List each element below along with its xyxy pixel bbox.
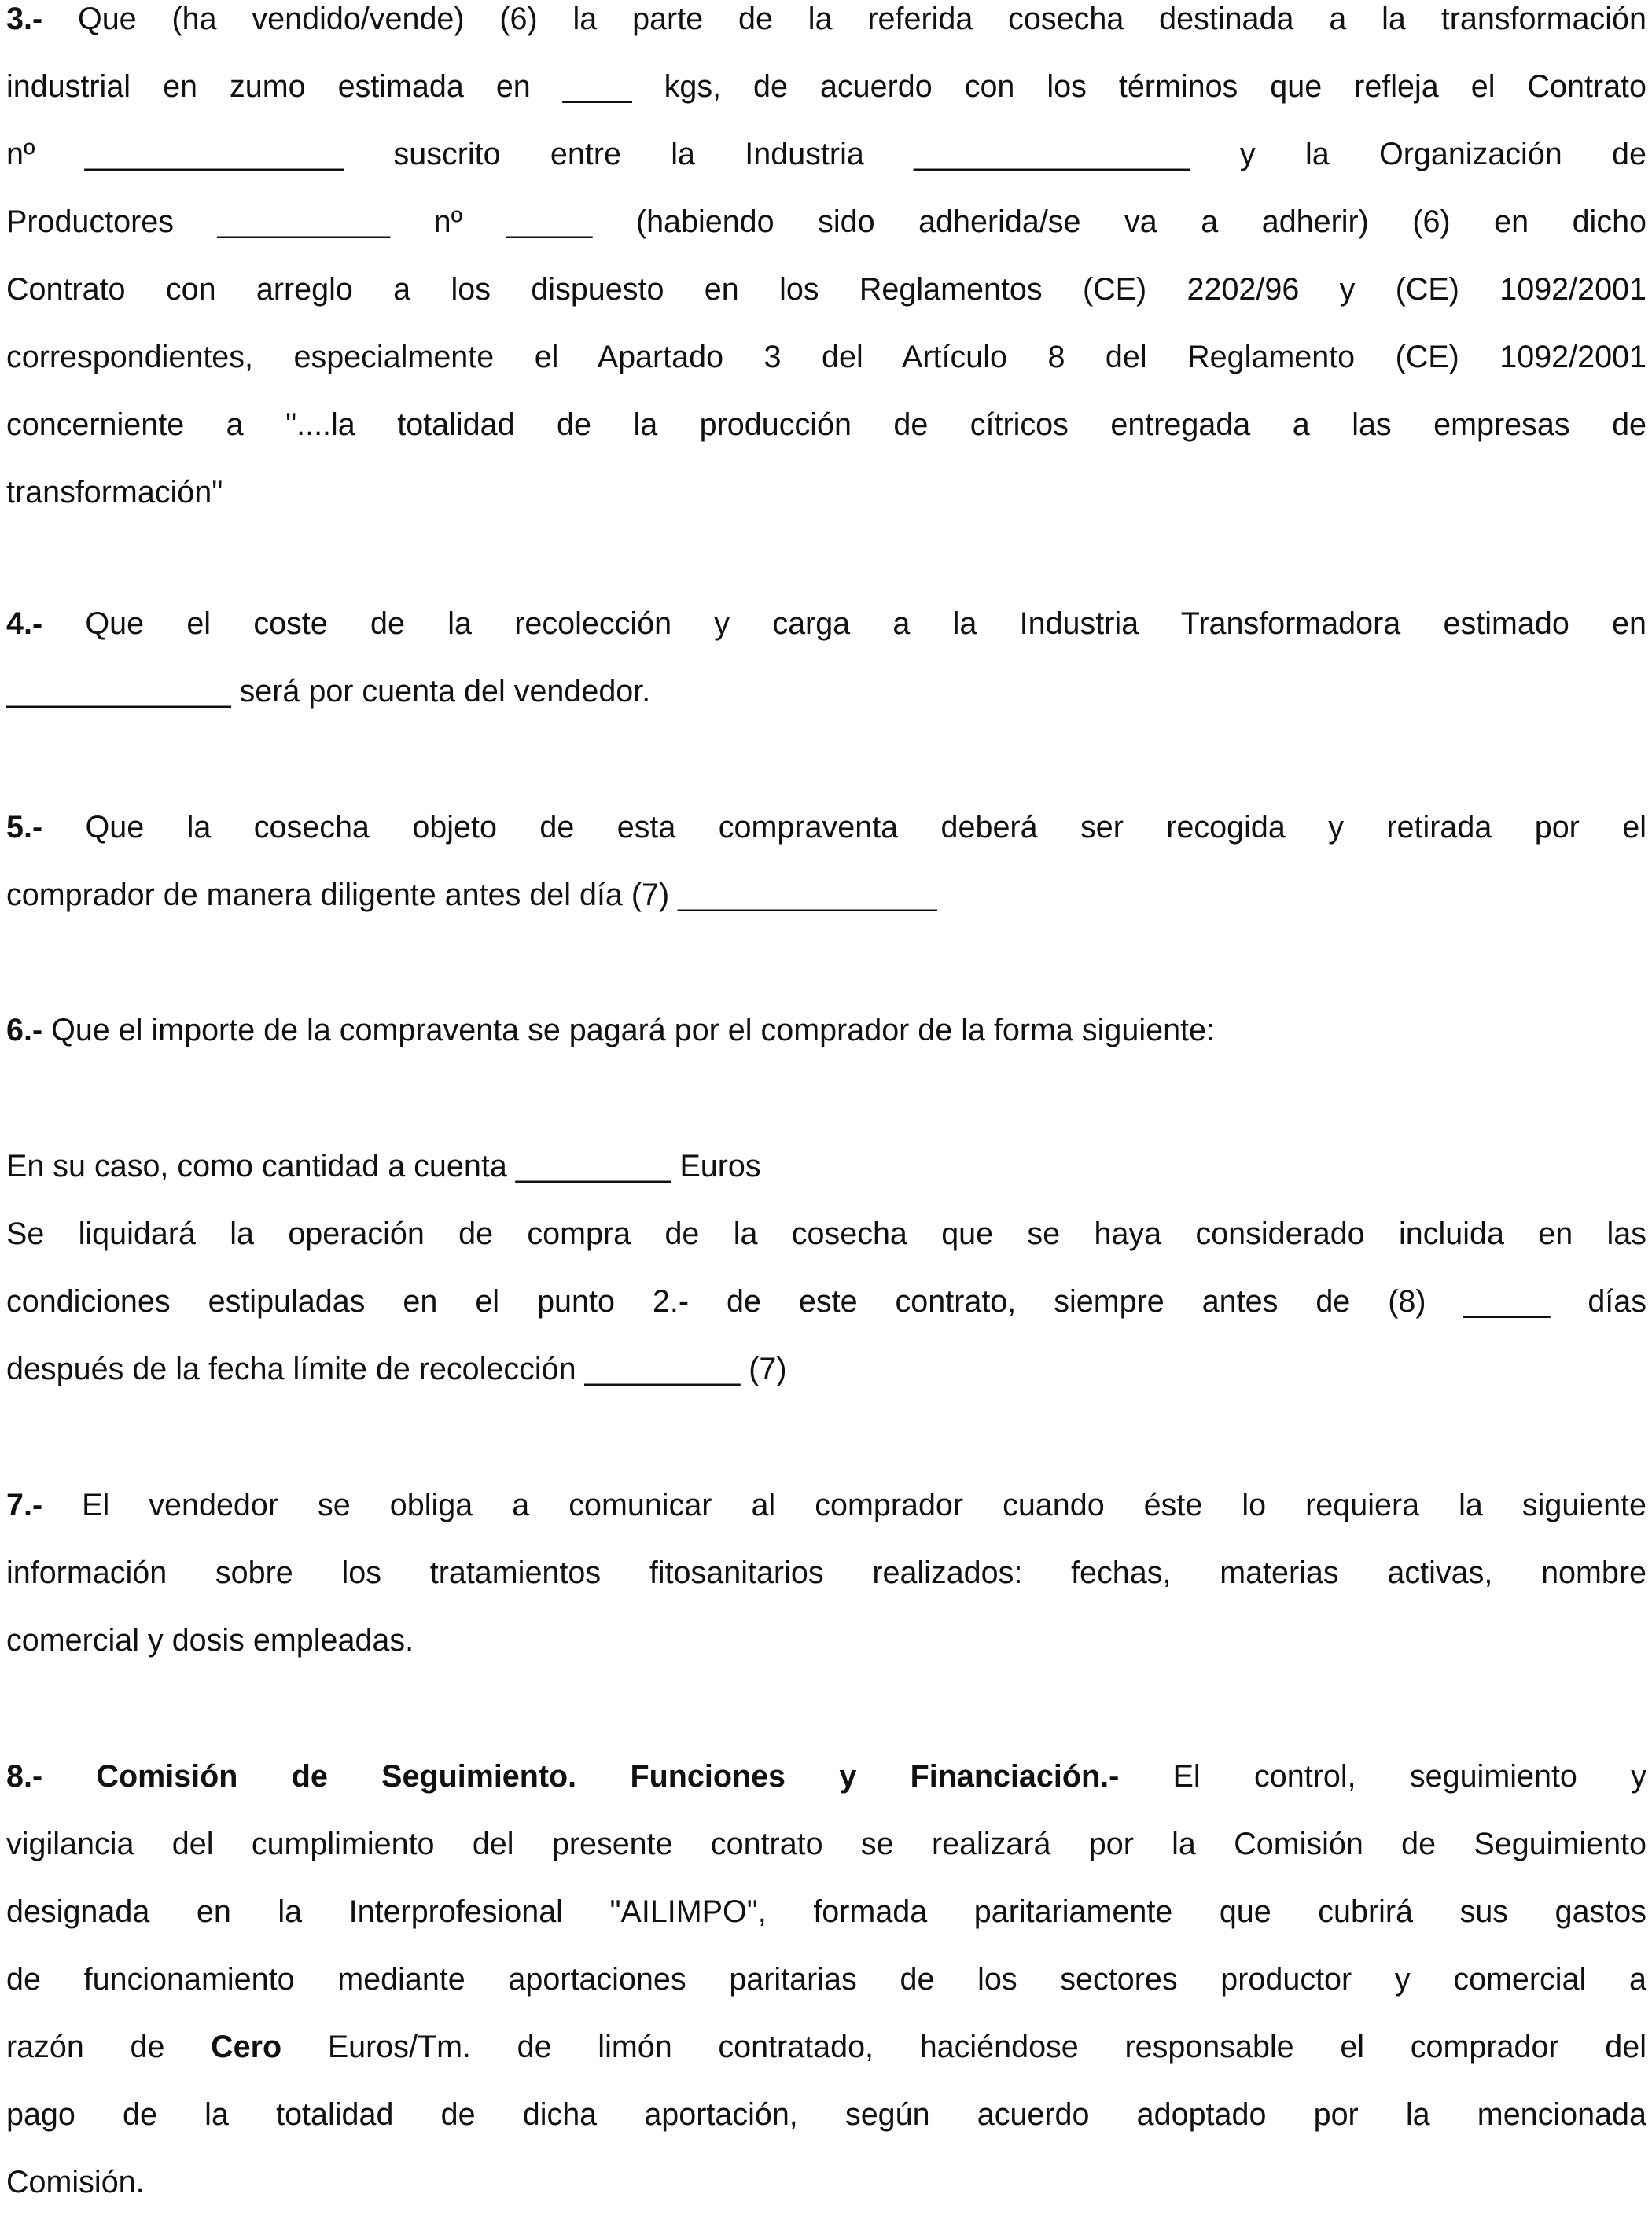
clause-number: 3.- xyxy=(6,2,43,36)
clause-8-line: de funcionamiento mediante aportaciones paritarias de los sectores productor y comercial a xyxy=(6,1962,1646,1997)
clause-5 xyxy=(6,793,1646,929)
clause-5-line: 5.- Que la cosecha objeto de esta compraventa deberá ser recogida y retirada por el xyxy=(6,810,1646,845)
clause-8-line: 8.- Comisión de Seguimiento. Funciones y Financiación.- El control, seguimiento y xyxy=(6,1759,1646,1794)
clause-3-line: industrial en zumo estimada en ____ kgs, de acuerdo con los términos que refleja el Contrato xyxy=(6,69,1646,104)
clause-7-line: información sobre los tratamientos fitosanitarios realizados: fechas, materias activas, nombre xyxy=(6,1555,1646,1590)
clause-8-line: razón de Cero Euros/Tm. de limón contratado, haciéndose responsable el comprador del xyxy=(6,2030,1646,2064)
clause-7-line: 7.- El vendedor se obliga a comunicar al comprador cuando éste lo requiera la siguiente xyxy=(6,1488,1646,1522)
clause-8-line: Comisión. xyxy=(6,2165,145,2199)
clause-number: 6.- xyxy=(6,1013,43,1047)
clause-3-line: concerniente a "....la totalidad de la producción de cítricos entregada a las empresas de xyxy=(6,407,1646,442)
clause-6-line: 6.- Que el importe de la compraventa se pagará por el comprador de la forma siguiente: xyxy=(6,1013,1215,1047)
clause-6-line: Se liquidará la operación de compra de la cosecha que se haya considerado incluida en las xyxy=(6,1217,1646,1251)
clause-3-line: 3.- Que (ha vendido/vende) (6) la parte de la referida cosecha destinada a la transformación xyxy=(6,2,1646,36)
clause-7-line: comercial y dosis empleadas. xyxy=(6,1623,414,1658)
clause-6-line: En su caso, como cantidad a cuenta _________ Euros xyxy=(6,1149,761,1183)
clause-6-line: después de la fecha límite de recolección _________ (7) xyxy=(6,1352,787,1386)
clause-number: 5.- xyxy=(6,810,43,845)
clause-7 xyxy=(6,1471,1646,1674)
clause-3-line: Productores __________ nº _____ (habiendo sido adherida/se va a adherir) (6) en dicho xyxy=(6,204,1646,239)
clause-number: 4.- xyxy=(6,606,43,641)
clause-4-line: 4.- Que el coste de la recolección y carga a la Industria Transformadora estimado en xyxy=(6,606,1646,641)
clause-3-line: transformación" xyxy=(6,475,223,510)
clause-8 xyxy=(6,1743,1646,2216)
clause-number: 7.- xyxy=(6,1488,43,1522)
clause-4-line: _____________ será por cuenta del vendedor. xyxy=(6,674,651,709)
clause-3 xyxy=(6,0,1646,526)
clause-6-payment xyxy=(6,1132,1646,1403)
clause-8-line: vigilancia del cumplimiento del presente contrato se realizará por la Comisión de Seguimiento xyxy=(6,1827,1646,1861)
clause-4 xyxy=(6,590,1646,725)
clause-8-heading: 8.- Comisión de Seguimiento. Funciones y Financiación.- xyxy=(6,1759,1120,1794)
clause-8-line: pago de la totalidad de dicha aportación, según acuerdo adoptado por la mencionada xyxy=(6,2097,1646,2132)
amount-cero: Cero xyxy=(211,2030,282,2064)
clause-3-line: Contrato con arreglo a los dispuesto en los Reglamentos (CE) 2202/96 y (CE) 1092/2001 xyxy=(6,272,1646,307)
clause-6-line: condiciones estipuladas en el punto 2.- de este contrato, siempre antes de (8) _____ días xyxy=(6,1284,1646,1319)
clause-6 xyxy=(6,996,1646,1064)
clause-3-line: nº _______________ suscrito entre la Industria ________________ y la Organización de xyxy=(6,137,1646,171)
clause-8-line: designada en la Interprofesional "AILIMPO", formada paritariamente que cubrirá sus gastos xyxy=(6,1894,1646,1929)
clause-3-line: correspondientes, especialmente el Apartado 3 del Artículo 8 del Reglamento (CE) 1092/2001 xyxy=(6,340,1646,374)
clause-5-line: comprador de manera diligente antes del día (7) _______________ xyxy=(6,878,937,912)
